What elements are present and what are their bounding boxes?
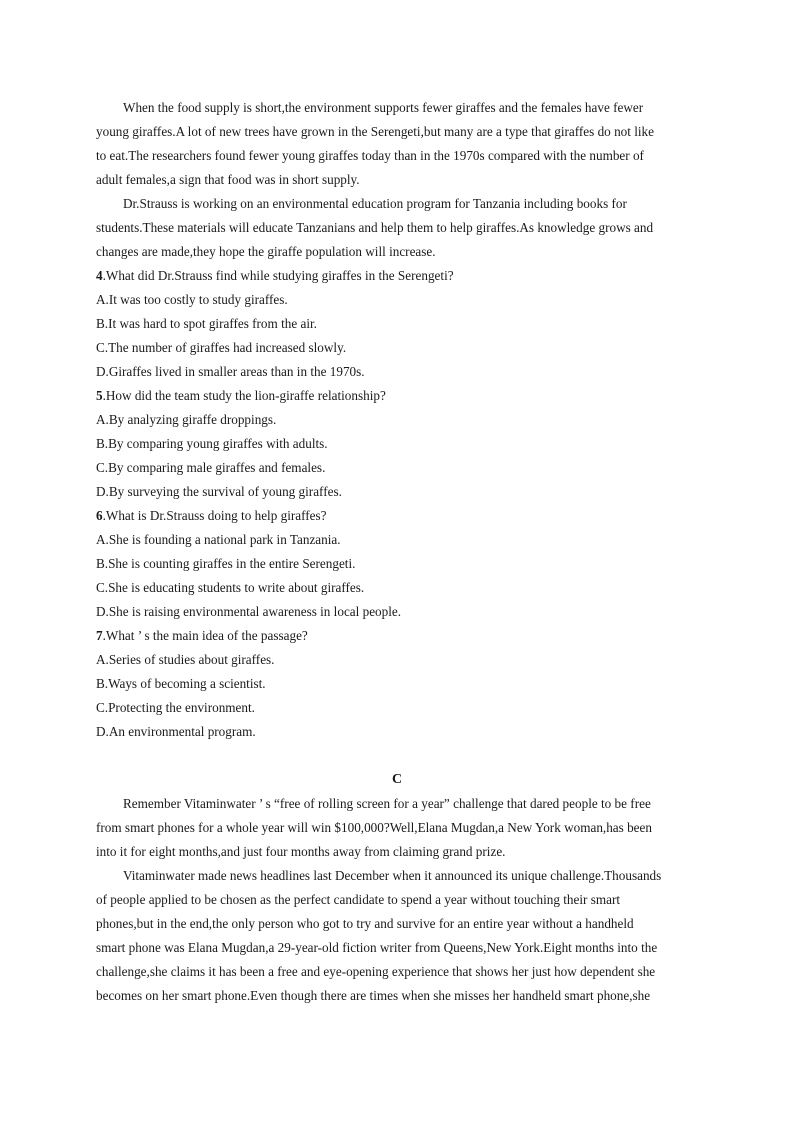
- passage-c: [96, 792, 698, 1008]
- text-line: Dr.Strauss is working on an environmental education program for Tanzania including books for: [123, 196, 627, 211]
- answer-option: C.By comparing male giraffes and females.: [96, 460, 326, 475]
- passage-b-paragraph-2: [96, 192, 698, 264]
- text-line: Remember Vitaminwater ’ s “free of rolling screen for a year” challenge that dared people to be free: [123, 796, 651, 811]
- question-7: [96, 624, 698, 744]
- text-line: to eat.The researchers found fewer young giraffes today than in the 1970s compared with the number of: [96, 148, 644, 163]
- answer-option: A.By analyzing giraffe droppings.: [96, 412, 277, 427]
- answer-option: B.It was hard to spot giraffes from the air.: [96, 316, 317, 331]
- question-number: 4: [96, 268, 103, 283]
- answer-option: C.The number of giraffes had increased slowly.: [96, 340, 347, 355]
- question-number: 7: [96, 628, 103, 643]
- answer-option: C.She is educating students to write about giraffes.: [96, 580, 365, 595]
- answer-option: D.She is raising environmental awareness in local people.: [96, 604, 402, 619]
- passage-b-paragraph-1: [96, 96, 698, 192]
- text-line: becomes on her smart phone.Even though there are times when she misses her handheld smart phone,she: [96, 988, 651, 1003]
- answer-option: D.Giraffes lived in smaller areas than in the 1970s.: [96, 364, 365, 379]
- text-line: Vitaminwater made news headlines last December when it announced its unique challenge.Thousands: [123, 868, 662, 883]
- answer-option: D.An environmental program.: [96, 724, 256, 739]
- question-text: .What ’ s the main idea of the passage?: [102, 628, 308, 643]
- question-number: 5: [96, 388, 103, 403]
- answer-option: C.Protecting the environment.: [96, 700, 255, 715]
- answer-option: A.She is founding a national park in Tanzania.: [96, 532, 341, 547]
- question-4: [96, 264, 698, 384]
- answer-option: B.Ways of becoming a scientist.: [96, 676, 266, 691]
- question-6: [96, 504, 698, 624]
- answer-option: B.She is counting giraffes in the entire Serengeti.: [96, 556, 356, 571]
- text-line: young giraffes.A lot of new trees have grown in the Serengeti,but many are a type that giraffes do not like: [96, 124, 654, 139]
- text-line: from smart phones for a whole year will win $100,000?Well,Elana Mugdan,a New York woman,has been: [96, 820, 652, 835]
- passage-c-paragraph-2: [96, 864, 698, 1008]
- text-line: phones,but in the end,the only person who got to try and survive for an entire year without a handheld: [96, 916, 634, 931]
- question-stem: [96, 624, 698, 648]
- question-number: 6: [96, 508, 103, 523]
- section-heading: C: [391, 772, 403, 787]
- passage-b: [96, 96, 698, 264]
- text-line: smart phone was Elana Mugdan,a 29-year-old fiction writer from Queens,New York.Eight months into the: [96, 940, 658, 955]
- question-list: [96, 264, 698, 744]
- question-text: .How did the team study the lion-giraffe relationship?: [102, 388, 386, 403]
- answer-option: A.It was too costly to study giraffes.: [96, 292, 288, 307]
- question-text: .What is Dr.Strauss doing to help giraffes?: [102, 508, 327, 523]
- answer-option: D.By surveying the survival of young giraffes.: [96, 484, 342, 499]
- text-line: challenge,she claims it has been a free and eye-opening experience that shows her just how dependent she: [96, 964, 656, 979]
- passage-c-paragraph-1: [96, 792, 698, 864]
- text-line: When the food supply is short,the environment supports fewer giraffes and the females have fewer: [123, 100, 644, 115]
- question-stem: [96, 264, 698, 288]
- answer-option: B.By comparing young giraffes with adults.: [96, 436, 328, 451]
- text-line: students.These materials will educate Tanzanians and help them to help giraffes.As knowledge grows and: [96, 220, 654, 235]
- answer-option: A.Series of studies about giraffes.: [96, 652, 275, 667]
- question-stem: [96, 504, 698, 528]
- question-text: .What did Dr.Strauss find while studying giraffes in the Serengeti?: [102, 268, 454, 283]
- text-line: into it for eight months,and just four months away from claiming grand prize.: [96, 844, 506, 859]
- text-line: of people applied to be chosen as the perfect candidate to spend a year without touching their smart: [96, 892, 621, 907]
- text-line: adult females,a sign that food was in short supply.: [96, 172, 360, 187]
- text-line: changes are made,they hope the giraffe population will increase.: [96, 244, 436, 259]
- question-5: [96, 384, 698, 504]
- question-stem: [96, 384, 698, 408]
